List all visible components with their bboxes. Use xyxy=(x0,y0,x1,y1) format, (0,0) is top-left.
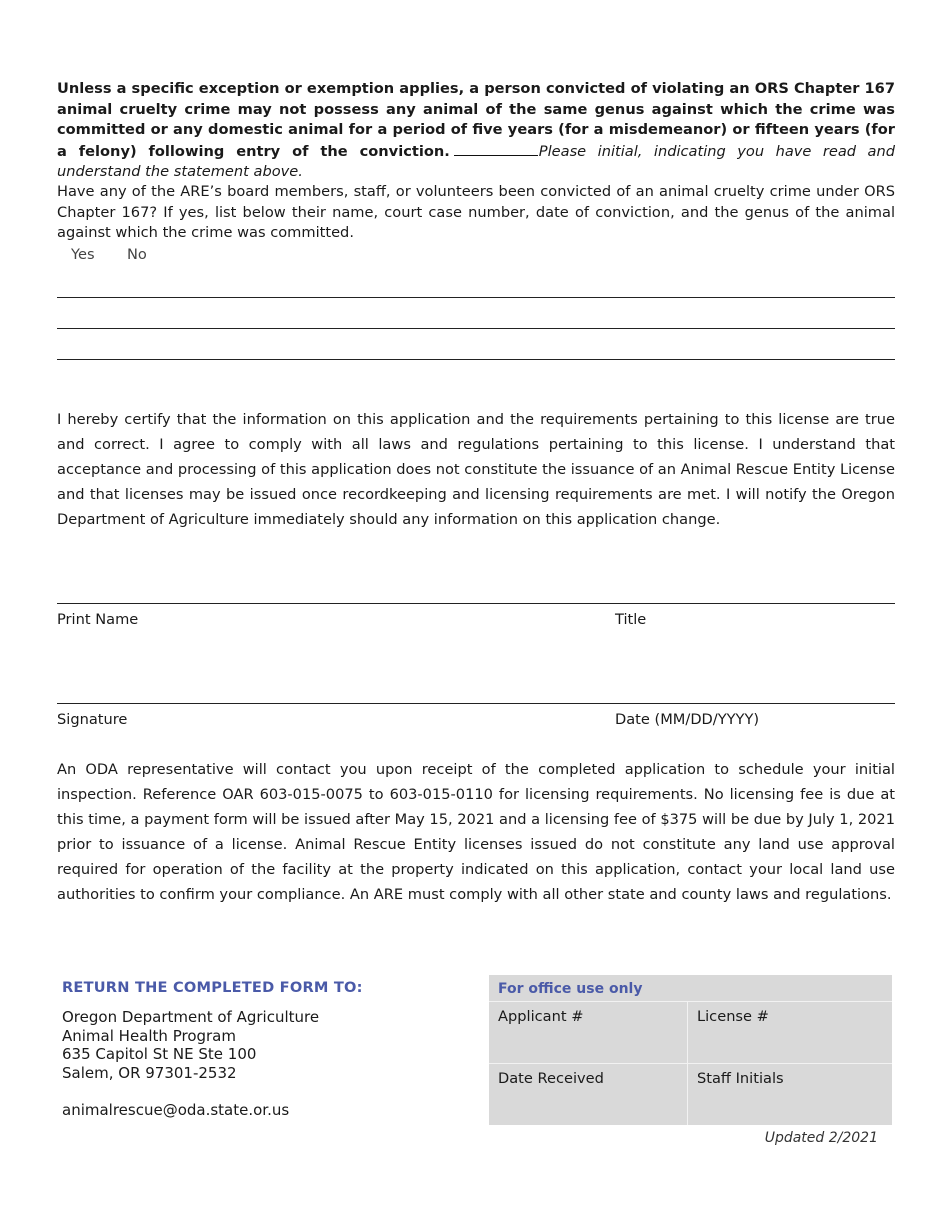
conviction-entry-line-2[interactable] xyxy=(57,328,895,329)
return-email[interactable]: animalrescue@oda.state.or.us xyxy=(62,1101,290,1119)
certification-text: I hereby certify that the information on this application and the requirements pertaining to this license are true and correct. I agree to comply with all laws and regulations pertaining to this license. I understand that acceptance and processing of this application does not constitute the issuance of an Animal Rescue Entity License and that licenses may be issued once recordkeeping and licensing requirements are met. I will notify the Oregon Department of Agriculture immediately should any information on this application change. xyxy=(57,411,895,528)
cruelty-statement-text: Unless a specific exception or exemption applies, a person convicted of violating an ORS Chapter 167 animal cruelty crime may not possess any animal of the same genus against which the crime was committed or any domestic animal for a period of five years (for a misdemeanor) or fifteen years (for a felony) following entry of the conviction. xyxy=(57,80,895,160)
license-number-label: License # xyxy=(697,1008,769,1025)
conviction-question: Have any of the ARE’s board members, staff, or volunteers been convicted of an animal cruelty crime under ORS Chapter 167? If yes, list below their name, court case number, date of conviction, and the genus of the animal against which the crime was committed. xyxy=(57,183,895,242)
office-divider xyxy=(489,1063,892,1064)
signature-label: Signature xyxy=(57,711,128,728)
print-name-label: Print Name xyxy=(57,611,139,628)
yes-option[interactable]: Yes xyxy=(71,246,95,263)
return-address xyxy=(62,1008,319,1082)
signature-date-line[interactable] xyxy=(57,703,895,704)
date-received-label: Date Received xyxy=(498,1070,604,1087)
name-title-line[interactable] xyxy=(57,603,895,604)
address-line: 635 Capitol St NE Ste 100 xyxy=(62,1045,257,1063)
address-line: Animal Health Program xyxy=(62,1026,236,1045)
initial-field[interactable] xyxy=(454,141,538,156)
cruelty-statement xyxy=(57,79,895,183)
no-option[interactable]: No xyxy=(127,246,147,263)
office-use-heading: For office use only xyxy=(498,981,643,997)
title-label: Title xyxy=(615,611,647,628)
office-divider xyxy=(489,1001,892,1002)
conviction-entry-line-3[interactable] xyxy=(57,359,895,360)
conviction-entry-line-1[interactable] xyxy=(57,297,895,298)
inspection-notice: An ODA representative will contact you upon receipt of the completed application to schedule your initial inspection. Reference OAR 603-015-0075 to 603-015-0110 for licensing requirements. No licensing fee is due at this time, a payment form will be issued after May 15, 2021 and a licensing fee of $375 will be due by July 1, 2021 prior to issuance of a license. Animal Rescue Entity licenses issued do not constitute any land use approval required for operation of the facility at the property indicated on this application, contact your local land use authorities to confirm your compliance. An ARE must comply with all other state and county laws and regulations. xyxy=(57,761,895,903)
office-divider xyxy=(687,1002,688,1125)
updated-date: Updated 2/2021 xyxy=(764,1130,878,1146)
address-line: Salem, OR 97301-2532 xyxy=(62,1063,237,1082)
initial-prompt: Please initial, indicating you have read and understand the statement above. xyxy=(57,142,895,181)
applicant-number-label: Applicant # xyxy=(498,1008,584,1025)
address-line: Oregon Department of Agriculture xyxy=(62,1008,320,1026)
staff-initials-label: Staff Initials xyxy=(697,1070,784,1087)
office-use-box xyxy=(489,975,892,1125)
return-heading: RETURN THE COMPLETED FORM TO: xyxy=(62,979,363,996)
date-label: Date (MM/DD/YYYY) xyxy=(615,711,760,728)
